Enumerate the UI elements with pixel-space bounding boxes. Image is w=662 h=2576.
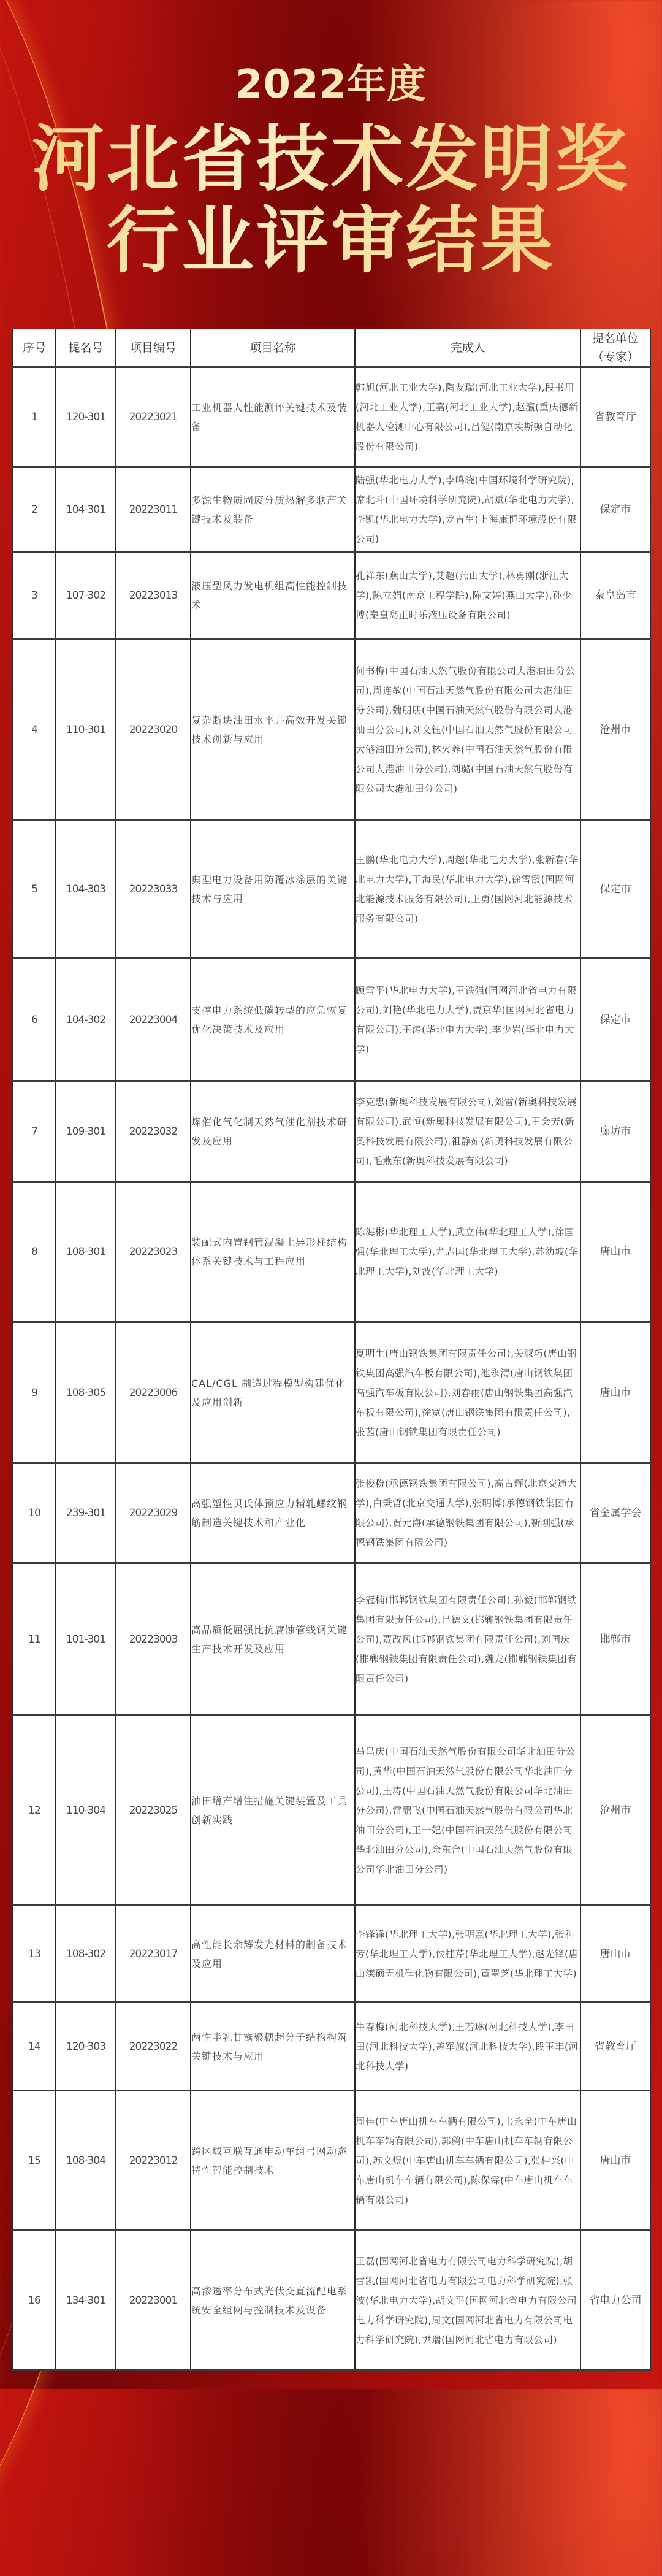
cell-nominator: 秦皇岛市 [580,552,650,640]
cell-completers: 孔祥东(燕山大学),艾超(燕山大学),林勇刚(浙江大学),陈立娟(南京工程学院),陈文婷(燕山大学),孙少博(秦皇岛正时乐液压设备有限公司) [355,552,580,640]
cell-nominator: 邯郸市 [580,1563,650,1715]
cell-completers: 陈海彬(华北理工大学),武立伟(华北理工大学),徐国强(华北理工大学),尤志国(华北理工大学),苏幼坡(华北理工大学),刘波(华北理工大学) [355,1182,580,1322]
banner-title-line1: 河北省技术发明奖 [0,123,662,195]
cell-nominator: 保定市 [580,821,650,959]
cell-seq: 9 [13,1322,56,1463]
table-row [13,1463,650,1563]
header-nominator: 提名单位（专家） [580,329,650,367]
cell-seq: 15 [13,2091,56,2231]
cell-completers: 夏明生(唐山钢铁集团有限责任公司),关淑巧(唐山钢铁集团高强汽车板有限公司),池永清(唐山钢铁集团高强汽车板有限公司),刘春雨(唐山钢铁集团高强汽车板有限公司),徐宽(唐山钢铁集团有限责任公司),张茜(唐山钢铁集团有限责任公司) [355,1322,580,1463]
cell-nomination-no: 108-301 [56,1182,116,1322]
cell-nominator: 唐山市 [580,2091,650,2231]
cell-nominator: 唐山市 [580,1182,650,1322]
table-row [13,1081,650,1182]
cell-seq: 12 [13,1715,56,1906]
banner-year-title: 2022年度 [0,53,662,109]
banner-title-line2: 行业评审结果 [0,204,662,277]
cell-project-no: 20223004 [116,959,191,1081]
cell-nomination-no: 108-305 [56,1322,116,1463]
table-body [13,367,650,2371]
cell-project-name: 高性能长余辉发光材料的制备技术及应用 [191,1906,355,2003]
cell-completers: 周佳(中车唐山机车车辆有限公司),韦永全(中车唐山机车车辆有限公司),郭鹞(中车唐山机车车辆有限公司),苏文煜(中车唐山机车车辆有限公司),张桂兴(中车唐山机车车辆有限公司),陈保霖(中车唐山机车车辆有限公司) [355,2091,580,2231]
cell-project-name: 液压型风力发电机组高性能控制技术 [191,552,355,640]
cell-seq: 1 [13,367,56,467]
cell-nominator: 省电力公司 [580,2231,650,2371]
cell-nomination-no: 134-301 [56,2231,116,2371]
cell-seq: 3 [13,552,56,640]
cell-project-name: 工业机器人性能测评关键技术及装备 [191,367,355,467]
cell-project-name: 两性半乳甘露聚糖超分子结构构筑关键技术与应用 [191,2003,355,2091]
table-row [13,2003,650,2091]
cell-project-no: 20223021 [116,367,191,467]
cell-completers: 王磊(国网河北省电力有限公司电力科学研究院),胡雪凯(国网河北省电力有限公司电力科学研究院),张波(华北电力大学),胡文平(国网河北省电力有限公司电力科学研究院),周文(国网河北省电力有限公司电力科学研究院),尹瑞(国网河北省电力有限公司) [355,2231,580,2371]
table-row [13,821,650,959]
table-row [13,367,650,467]
cell-seq: 16 [13,2231,56,2371]
cell-nominator: 廊坊市 [580,1081,650,1182]
cell-completers: 牛春梅(河北科技大学),王若琳(河北科技大学),李田田(河北科技大学),盖军旗(河北科技大学),段玉丰(河北科技大学) [355,2003,580,2091]
cell-project-name: 高品质低屈强比抗腐蚀管线钢关键生产技术开发及应用 [191,1563,355,1715]
cell-nominator: 沧州市 [580,640,650,821]
table-row [13,1563,650,1715]
table-row [13,1715,650,1906]
cell-seq: 13 [13,1906,56,2003]
cell-completers: 李冠楠(邯郸钢铁集团有限责任公司),孙毅(邯郸钢铁集团有限责任公司),吕德文(邯郸钢铁集团有限责任公司),贾改风(邯郸钢铁集团有限责任公司),刘国庆(邯郸钢铁集团有限责任公司),魏龙(邯郸钢铁集团有限责任公司) [355,1563,580,1715]
cell-completers: 李锋锋(华北理工大学),张明熹(华北理工大学),张利芳(华北理工大学),侯桂芹(华北理工大学),赵光锋(唐山滦硕无机硅化物有限公司),董翠芝(华北理工大学) [355,1906,580,2003]
cell-nomination-no: 108-304 [56,2091,116,2231]
table-row [13,552,650,640]
cell-project-no: 20223006 [116,1322,191,1463]
cell-nomination-no: 108-302 [56,1906,116,2003]
cell-project-no: 20223011 [116,467,191,552]
table-row [13,959,650,1081]
cell-completers: 韩旭(河北工业大学),陶友瑞(河北工业大学),段书用(河北工业大学),王嘉(河北工业大学),赵瀛(重庆德新机器人检测中心有限公司),吕健(南京埃斯顿自动化股份有限公司) [355,367,580,467]
cell-nomination-no: 120-301 [56,367,116,467]
cell-nomination-no: 104-302 [56,959,116,1081]
cell-nominator: 唐山市 [580,1322,650,1463]
cell-project-name: 高渗透率分布式光伏交直流配电系统安全组网与控制技术及设备 [191,2231,355,2371]
cell-completers: 张俊粉(承德钢铁集团有限公司),高古辉(北京交通大学),白秉哲(北京交通大学),张明博(承德钢铁集团有限公司),贾元海(承德钢铁集团有限公司),靳刚强(承德钢铁集团有限公司) [355,1463,580,1563]
cell-completers: 马昌庆(中国石油天然气股份有限公司华北油田分公司),黄华(中国石油天然气股份有限公司华北油田分公司),王涛(中国石油天然气股份有限公司华北油田分公司),雷鹏飞(中国石油天然气股份有限公司华北油田分公司),王一妃(中国石油天然气股份有限公司华北油田分公司),余东合(中国石油天然气股份有限公司华北油田分公司) [355,1715,580,1906]
cell-nominator: 沧州市 [580,1715,650,1906]
cell-nominator: 唐山市 [580,1906,650,2003]
cell-nominator: 省金属学会 [580,1463,650,1563]
cell-project-name: 高强塑性贝氏体预应力精轧螺纹钢筋制造关键技术和产业化 [191,1463,355,1563]
title-banner [0,0,662,325]
cell-project-name: 典型电力设备用防覆冰涂层的关键技术与应用 [191,821,355,959]
cell-completers: 陆强(华北电力大学),李鸣晓(中国环境科学研究院),席北斗(中国环境科学研究院),胡斌(华北电力大学),李凯(华北电力大学),龙吉生(上海康恒环境股份有限公司) [355,467,580,552]
cell-nomination-no: 110-301 [56,640,116,821]
cell-nomination-no: 101-301 [56,1563,116,1715]
header-row [13,329,650,367]
cell-seq: 4 [13,640,56,821]
cell-nomination-no: 107-302 [56,552,116,640]
results-table [12,329,651,2371]
cell-seq: 11 [13,1563,56,1715]
cell-completers: 顾雪平(华北电力大学),王铁强(国网河北省电力有限公司),刘艳(华北电力大学),贾京华(国网河北省电力有限公司),王涛(华北电力大学),李少岩(华北电力大学) [355,959,580,1081]
cell-project-name: 复杂断块油田水平井高效开发关键技术创新与应用 [191,640,355,821]
cell-project-name: 跨区域互联互通电动车组弓网动态特性智能控制技术 [191,2091,355,2231]
table-row [13,2091,650,2231]
cell-project-name: 煤催化气化制天然气催化剂技术研发及应用 [191,1081,355,1182]
cell-nominator: 省教育厅 [580,367,650,467]
cell-project-name: 油田增产增注措施关键装置及工具创新实践 [191,1715,355,1906]
header-project-no: 项目编号 [116,329,191,367]
cell-project-no: 20223022 [116,2003,191,2091]
cell-seq: 6 [13,959,56,1081]
table-header [13,329,650,367]
cell-project-name: 装配式内置钢管混凝土异形柱结构体系关键技术与工程应用 [191,1182,355,1322]
table-row [13,1906,650,2003]
cell-project-name: 多源生物质固废分质热解多联产关键技术及装备 [191,467,355,552]
cell-project-no: 20223012 [116,2091,191,2231]
cell-project-no: 20223013 [116,552,191,640]
header-project-name: 项目名称 [191,329,355,367]
cell-seq: 10 [13,1463,56,1563]
cell-nomination-no: 120-303 [56,2003,116,2091]
cell-project-name: CAL/CGL 制造过程模型构建优化及应用创新 [191,1322,355,1463]
cell-seq: 5 [13,821,56,959]
cell-project-no: 20223025 [116,1715,191,1906]
cell-seq: 14 [13,2003,56,2091]
cell-nominator: 省教育厅 [580,2003,650,2091]
header-nomination-no: 提名号 [56,329,116,367]
cell-project-no: 20223032 [116,1081,191,1182]
cell-nomination-no: 109-301 [56,1081,116,1182]
cell-project-no: 20223033 [116,821,191,959]
cell-project-no: 20223001 [116,2231,191,2371]
table-row [13,1322,650,1463]
cell-seq: 8 [13,1182,56,1322]
cell-project-no: 20223017 [116,1906,191,2003]
cell-project-name: 支撑电力系统低碳转型的应急恢复优化决策技术及应用 [191,959,355,1081]
cell-nominator: 保定市 [580,959,650,1081]
table-row [13,467,650,552]
cell-project-no: 20223020 [116,640,191,821]
cell-nomination-no: 104-301 [56,467,116,552]
cell-nomination-no: 239-301 [56,1463,116,1563]
cell-seq: 7 [13,1081,56,1182]
table-row [13,640,650,821]
cell-project-no: 20223023 [116,1182,191,1322]
cell-nominator: 保定市 [580,467,650,552]
cell-project-no: 20223003 [116,1563,191,1715]
cell-nomination-no: 104-303 [56,821,116,959]
cell-completers: 何书梅(中国石油天然气股份有限公司大港油田分公司),周连敏(中国石油天然气股份有限公司大港油田分公司),魏朋朋(中国石油天然气股份有限公司大港油田分公司),刘文钰(中国石油天然气股份有限公司大港油田分公司),林火养(中国石油天然气股份有限公司大港油田分公司),刘璐(中国石油天然气股份有限公司大港油田分公司) [355,640,580,821]
cell-seq: 2 [13,467,56,552]
header-completers: 完成人 [355,329,580,367]
cell-nomination-no: 110-304 [56,1715,116,1906]
table-row [13,1182,650,1322]
cell-project-no: 20223029 [116,1463,191,1563]
cell-completers: 王鹏(华北电力大学),周超(华北电力大学),张新春(华北电力大学),丁海民(华北电力大学),徐雪霞(国网河北能源技术服务有限公司),王勇(国网河北能源技术服务有限公司) [355,821,580,959]
header-seq: 序号 [13,329,56,367]
table-row [13,2231,650,2371]
cell-completers: 李克忠(新奥科技发展有限公司),刘雷(新奥科技发展有限公司),武恒(新奥科技发展有限公司),王会芳(新奥科技发展有限公司),祖静茹(新奥科技发展有限公司),毛燕东(新奥科技发展有限公司) [355,1081,580,1182]
